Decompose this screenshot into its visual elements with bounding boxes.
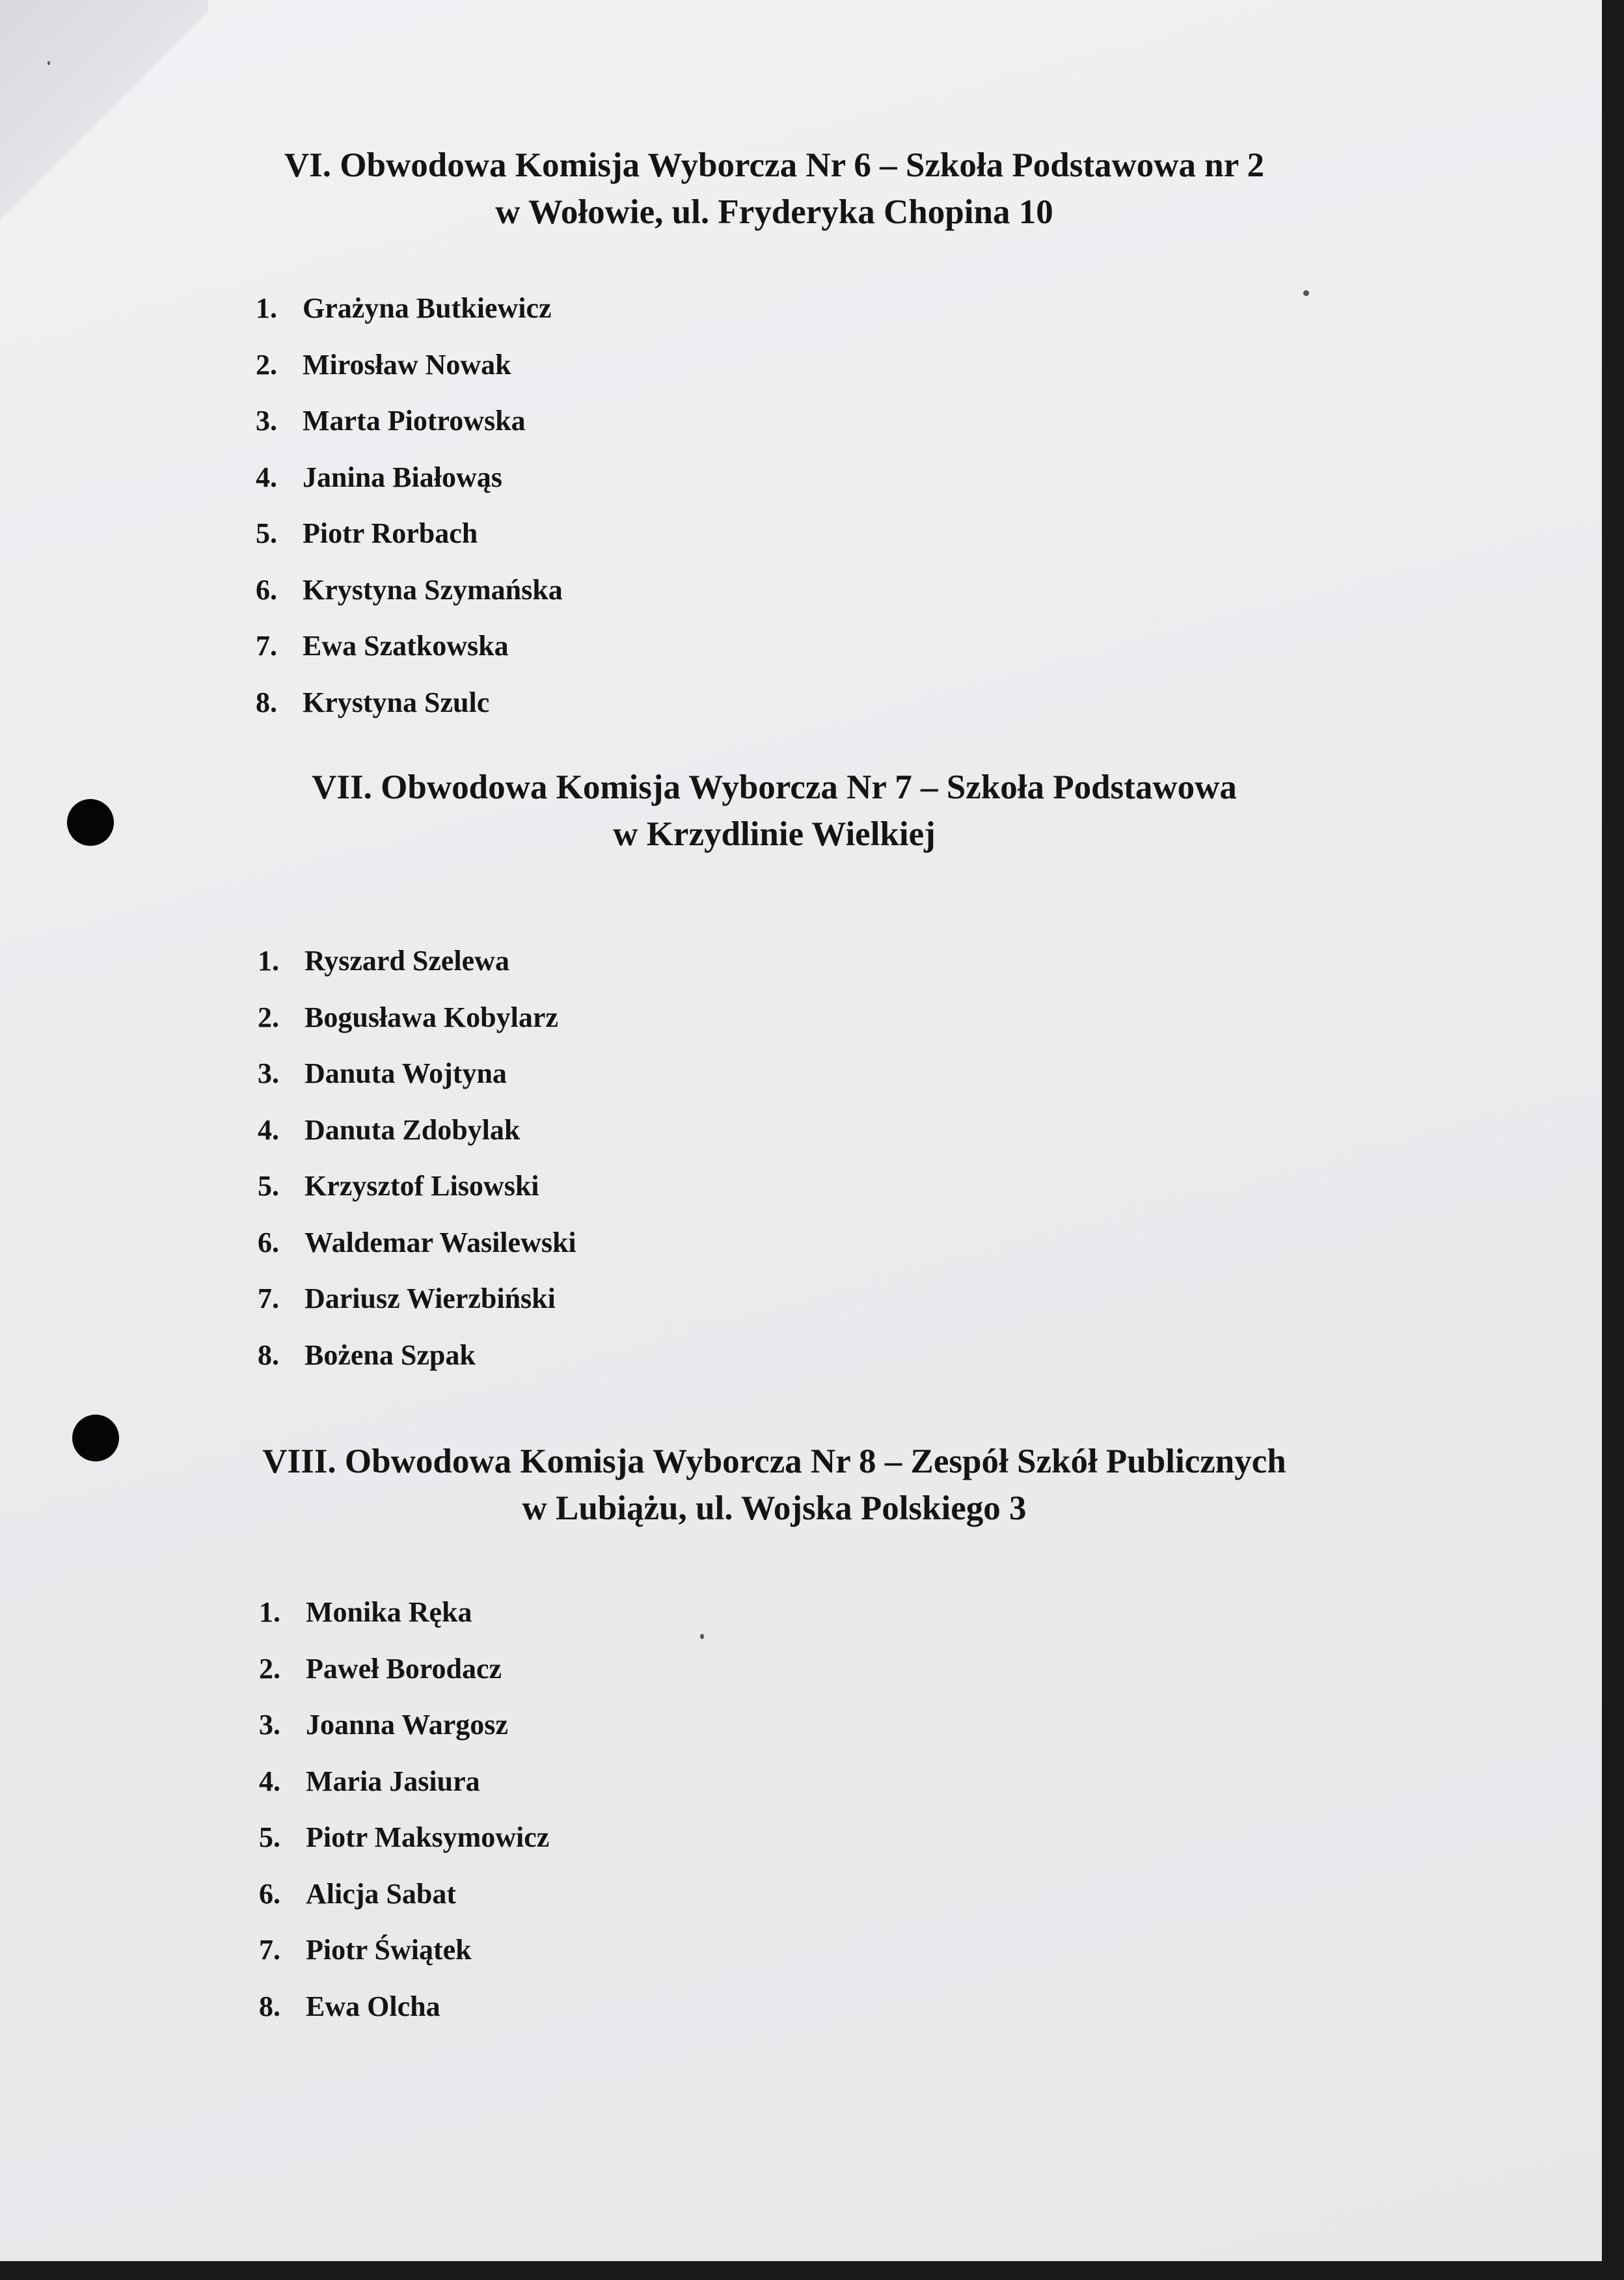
item-number: 8. bbox=[259, 1990, 280, 2022]
member-name: Bogusława Kobylarz bbox=[304, 1001, 558, 1033]
item-number: 1. bbox=[259, 1596, 280, 1628]
item-number: 4. bbox=[259, 1765, 280, 1797]
item-number: 6. bbox=[256, 573, 277, 606]
member-name: Piotr Świątek bbox=[306, 1934, 472, 1966]
member-name: Monika Ręka bbox=[306, 1596, 472, 1628]
list-item bbox=[259, 1875, 549, 1931]
member-name: Danuta Wojtyna bbox=[304, 1057, 507, 1089]
member-name: Grażyna Butkiewicz bbox=[303, 292, 552, 324]
list-item bbox=[258, 1111, 576, 1167]
section-title-line1: VII. Obwodowa Komisja Wyborcza Nr 7 – Szkoła Podstawowa bbox=[312, 768, 1237, 806]
list-item bbox=[259, 1593, 549, 1649]
member-list-7 bbox=[258, 942, 576, 1392]
item-number: 2. bbox=[258, 1001, 279, 1033]
scan-speck bbox=[700, 1634, 704, 1639]
member-name: Marta Piotrowska bbox=[303, 405, 526, 437]
section-title-line2: w Krzydlinie Wielkiej bbox=[613, 815, 936, 853]
list-item bbox=[256, 627, 563, 683]
member-name: Bożena Szpak bbox=[304, 1338, 476, 1371]
item-number: 6. bbox=[258, 1226, 279, 1258]
member-name: Paweł Borodacz bbox=[306, 1652, 502, 1685]
list-item bbox=[258, 942, 576, 998]
list-item bbox=[259, 1987, 549, 2044]
item-number: 5. bbox=[258, 1170, 279, 1202]
item-number: 3. bbox=[256, 405, 277, 437]
member-name: Piotr Maksymowicz bbox=[306, 1821, 550, 1853]
member-name: Krzysztof Lisowski bbox=[304, 1170, 539, 1202]
member-list-8 bbox=[259, 1593, 549, 2043]
section-title-line1: VIII. Obwodowa Komisja Wyborcza Nr 8 – Zespół Szkół Publicznych bbox=[262, 1443, 1286, 1480]
page-fold-shadow bbox=[0, 0, 208, 273]
item-number: 1. bbox=[256, 292, 277, 324]
scan-speck bbox=[47, 61, 50, 65]
list-item bbox=[258, 1054, 576, 1111]
list-item bbox=[256, 514, 563, 571]
member-name: Maria Jasiura bbox=[306, 1765, 480, 1797]
list-item bbox=[259, 1762, 549, 1819]
item-number: 5. bbox=[256, 517, 277, 549]
punch-hole-upper bbox=[67, 799, 114, 846]
list-item bbox=[258, 1223, 576, 1280]
list-item bbox=[259, 1818, 549, 1875]
member-name: Krystyna Szymańska bbox=[303, 573, 563, 606]
list-item bbox=[259, 1649, 549, 1706]
section-title-line1: VI. Obwodowa Komisja Wyborcza Nr 6 – Szkoła Podstawowa nr 2 bbox=[284, 146, 1265, 184]
section-title-line2: w Lubiążu, ul. Wojska Polskiego 3 bbox=[522, 1489, 1027, 1527]
list-item bbox=[258, 1167, 576, 1223]
item-number: 3. bbox=[258, 1057, 279, 1089]
list-item bbox=[256, 401, 563, 458]
list-item bbox=[256, 458, 563, 515]
member-name: Ryszard Szelewa bbox=[304, 945, 509, 977]
item-number: 7. bbox=[259, 1934, 280, 1966]
item-number: 6. bbox=[259, 1877, 280, 1910]
list-item bbox=[256, 683, 563, 740]
member-list-6 bbox=[256, 289, 563, 739]
member-name: Danuta Zdobylak bbox=[304, 1113, 521, 1146]
section-title-line2: w Wołowie, ul. Fryderyka Chopina 10 bbox=[495, 193, 1053, 231]
list-item bbox=[256, 571, 563, 627]
member-name: Ewa Szatkowska bbox=[303, 630, 509, 662]
item-number: 1. bbox=[258, 945, 279, 977]
member-name: Piotr Rorbach bbox=[303, 517, 478, 549]
item-number: 2. bbox=[259, 1652, 280, 1685]
member-name: Krystyna Szulc bbox=[303, 686, 490, 718]
member-name: Ewa Olcha bbox=[306, 1990, 440, 2022]
item-number: 8. bbox=[256, 686, 277, 718]
list-item bbox=[259, 1705, 549, 1762]
item-number: 2. bbox=[256, 348, 277, 381]
section-heading-6 bbox=[195, 142, 1353, 236]
member-name: Joanna Wargosz bbox=[306, 1709, 508, 1741]
list-item bbox=[256, 289, 563, 346]
scan-speck bbox=[1303, 290, 1309, 296]
punch-hole-lower bbox=[72, 1415, 119, 1461]
item-number: 8. bbox=[258, 1338, 279, 1371]
member-name: Mirosław Nowak bbox=[303, 348, 511, 381]
section-heading-7 bbox=[195, 764, 1353, 858]
member-name: Dariusz Wierzbiński bbox=[304, 1282, 556, 1314]
member-name: Janina Białowąs bbox=[303, 461, 502, 493]
item-number: 4. bbox=[256, 461, 277, 493]
member-name: Alicja Sabat bbox=[306, 1877, 456, 1910]
list-item bbox=[258, 998, 576, 1055]
item-number: 7. bbox=[258, 1282, 279, 1314]
item-number: 5. bbox=[259, 1821, 280, 1853]
list-item bbox=[259, 1931, 549, 1987]
list-item bbox=[256, 346, 563, 402]
item-number: 7. bbox=[256, 630, 277, 662]
list-item bbox=[258, 1336, 576, 1392]
section-heading-8 bbox=[195, 1438, 1353, 1532]
item-number: 3. bbox=[259, 1709, 280, 1741]
member-name: Waldemar Wasilewski bbox=[304, 1226, 576, 1258]
list-item bbox=[258, 1279, 576, 1336]
item-number: 4. bbox=[258, 1113, 279, 1146]
